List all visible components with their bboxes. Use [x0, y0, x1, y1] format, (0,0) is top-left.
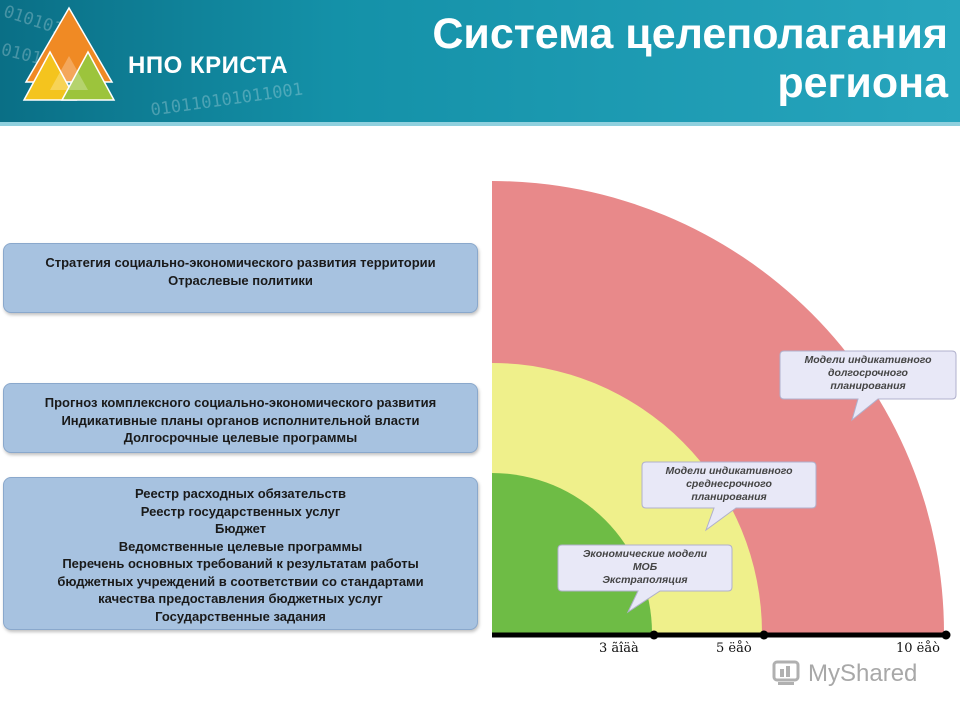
callout-line: среднесрочного [686, 478, 772, 490]
title-line: Система целеполагания [432, 10, 948, 58]
box-line: Государственные задания [155, 608, 326, 624]
callout-medium-term-text [644, 465, 814, 504]
callout-line: Модели индикативного [804, 354, 932, 366]
callout-line: планирования [830, 380, 906, 392]
axis-marker [942, 631, 951, 640]
box-line: Стратегия социально-экономического развития территории [45, 255, 436, 270]
myshared-logo-icon [770, 656, 804, 690]
binary-decoration: 01010101 [0, 1, 85, 47]
axis-marker [650, 631, 659, 640]
box-line: Ведомственные целевые программы [118, 538, 363, 554]
watermark-text: MyShared [808, 660, 918, 687]
box-line: качества предоставления бюджетных услуг [98, 591, 383, 606]
box-line: Прогноз комплексного социально-экономического развития [44, 395, 437, 410]
box-line: Реестр государственных услуг [140, 503, 341, 519]
axis-label-10-years: 10 ëåò [896, 641, 940, 656]
axis-label-3-years: 3 ãîäà [599, 641, 639, 656]
box-line: бюджетных учреждений в соответствии со стандартами [57, 573, 424, 589]
callout-line: МОБ [632, 561, 658, 573]
callout-line: Экстраполяция [602, 574, 688, 586]
callout-long-term-text [782, 354, 954, 393]
box-line: Отраслевые политики [168, 272, 313, 288]
callout-line: планирования [691, 491, 767, 503]
callout-line: долгосрочного [828, 367, 908, 379]
axis-label-5-years: 5 ëåò [716, 641, 752, 656]
axis-marker [760, 631, 769, 640]
callout-short-term-text [560, 548, 730, 587]
logo-text: НПО КРИСТА [128, 52, 289, 79]
binary-decoration: 010110101011001 [149, 79, 305, 121]
callout-line: Экономические модели [582, 548, 708, 560]
box-line: Реестр расходных обязательств [134, 486, 347, 501]
callout-line: Модели индикативного [665, 465, 793, 477]
box-line: Перечень основных требований к результатам работы [62, 556, 419, 571]
title-line: региона [777, 59, 948, 107]
box-line: Бюджет [215, 521, 266, 536]
box-line: Долгосрочные целевые программы [123, 430, 358, 445]
box-line: Индикативные планы органов исполнительной власти [61, 412, 420, 428]
